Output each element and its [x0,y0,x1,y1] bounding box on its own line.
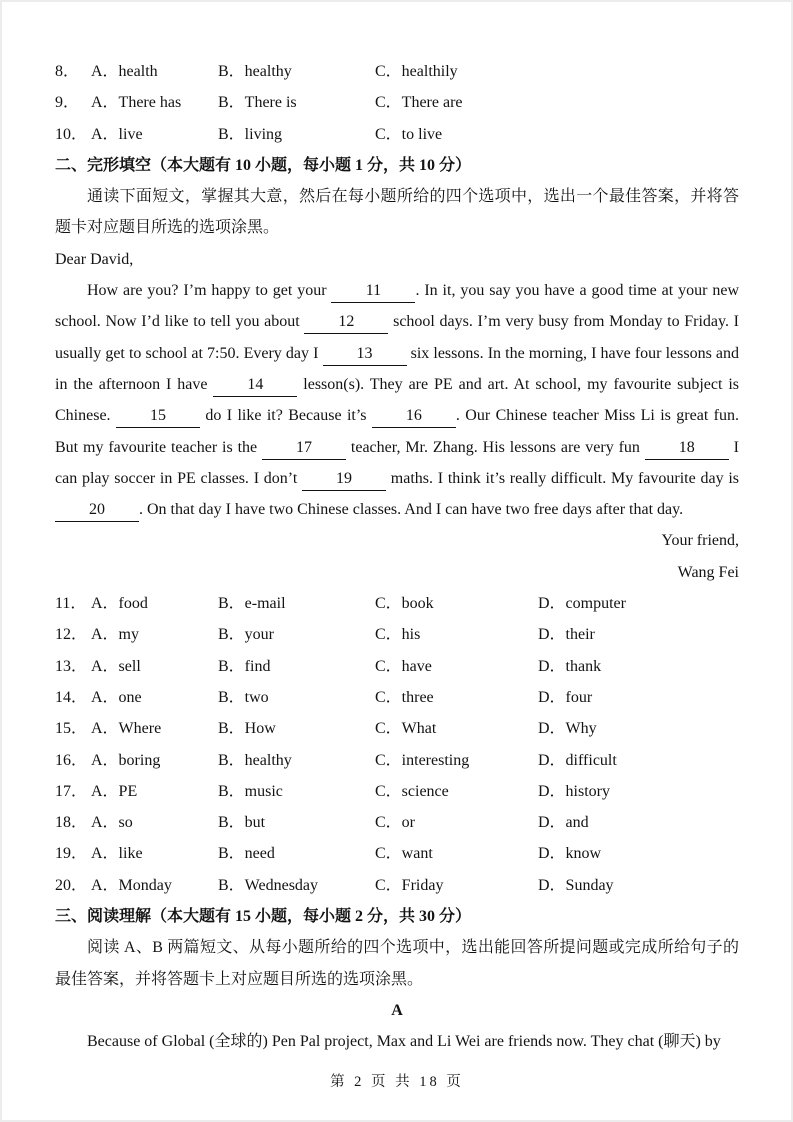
option-a: A．There has [91,94,182,112]
option-c: C．science [375,782,449,800]
option-b: B．How [218,720,276,738]
passage-text: . In it, you say you have a good time at your new school. Now I’d like to tell you about [55,282,740,331]
option-c: C．have [375,657,432,675]
option-b: B．healthy [218,63,292,80]
cloze-blank-13: 13 [323,343,407,366]
letter-signature: Wang Fei [677,563,739,581]
question-row-20 [55,870,739,901]
option-b: B．e-mail [218,595,286,613]
option-b: B．healthy [218,751,292,769]
question-row-9 [55,87,739,118]
passage-text: maths. I think it’s really difficult. My favourite day is [386,469,740,487]
section3-instructions: 阅读 A、B 两篇短文、从每小题所给的四个选项中，选出能回答所提问题或完成所给句子的最佳答案，并将答题卡上对应题目所选的选项涂黑。 [55,939,739,988]
passage-text: do I like it? Because it’s [199,407,372,425]
question-number: 17． [55,782,88,800]
question-row-13 [55,651,739,682]
option-d: D．difficult [538,751,617,769]
question-number: 11． [55,595,87,613]
cloze-blank-18: 18 [645,437,729,460]
passage-text: six lessons. In the morning, I have four lessons and in the afternoon I have [55,344,739,393]
option-c: C．three [375,688,434,706]
question-row-18 [55,807,739,838]
cloze-blank-19: 19 [302,468,386,491]
option-a: A．health [91,63,158,80]
option-a: A．live [91,125,143,143]
cloze-blank-15: 15 [116,405,200,428]
question-number: 10． [55,125,88,143]
question-row-16 [55,745,739,776]
option-a: A．my [91,626,140,644]
option-a: A．boring [91,751,161,769]
option-c: C．healthily [375,63,458,80]
option-a: A．PE [91,782,138,800]
option-d: D．Why [538,720,597,738]
question-number: 18． [55,814,88,832]
option-c: C．Friday [375,876,444,894]
option-d: D．their [538,626,595,644]
passage-text: . Our Chinese teacher Miss Li is great fun. But my favourite teacher is the [55,407,739,456]
option-b: B．but [218,814,266,832]
question-row-15 [55,713,739,744]
question-row-12 [55,619,739,650]
cloze-blank-14: 14 [213,374,297,397]
page-footer: 第 2 页 共 18 页 [330,1073,464,1090]
option-a: A．one [91,688,142,706]
option-c: C．his [375,626,421,644]
question-row-8 [55,56,739,87]
option-a: A．like [91,845,143,863]
option-b: B．find [218,657,271,675]
section2-instructions: 通读下面短文，掌握其大意，然后在每小题所给的四个选项中，选出一个最佳答案，并将答题卡对应题目所选的选项涂黑。 [55,188,739,237]
passage-text: teacher, Mr. Zhang. His lessons are very fun [346,438,645,456]
question-number: 14． [55,688,88,706]
option-b: B．two [218,688,269,706]
passage-text: . On that day I have two Chinese classes. And I can have two free days after that day. [139,501,684,519]
option-d: D．know [538,845,602,863]
passage-text: I can play soccer in PE classes. I don’t [55,438,740,487]
cloze-passage [55,275,739,525]
question-row-14 [55,682,739,713]
letter-salutation: Dear David, [55,250,134,268]
question-number: 15． [55,720,88,738]
section3-heading: 三、阅读理解（本大题有 15 小题，每小题 2 分，共 30 分） [55,908,472,926]
option-b: B．living [218,125,283,143]
option-d: D．history [538,782,611,800]
cloze-blank-20: 20 [55,499,139,522]
option-a: A．Where [91,720,162,738]
option-d: D．and [538,814,589,832]
option-a: A．food [91,595,148,613]
question-number: 19． [55,845,88,863]
question-number: 20． [55,876,88,894]
question-number: 8． [55,63,80,80]
option-d: D．computer [538,595,626,613]
option-c: C．There are [375,94,463,112]
letter-closing: Your friend, [661,532,739,550]
reading-passage-first-line: Because of Global (全球的) Pen Pal project, Max and Li Wei are friends now. They chat (聊天) by [87,1033,721,1051]
question-number: 12． [55,626,88,644]
option-c: C．book [375,595,434,613]
reading-passage-label: A [391,1001,403,1019]
option-c: C．or [375,814,416,832]
option-d: D．thank [538,657,602,675]
question-number: 9． [55,94,80,112]
cloze-blank-16: 16 [372,405,456,428]
passage-text: lesson(s). They are PE and art. At school, my favourite subject is Chinese. [55,375,739,425]
question-row-10 [55,119,739,150]
option-a: A．Monday [91,876,172,894]
option-b: B．your [218,626,275,644]
cloze-blank-12: 12 [304,311,388,334]
option-a: A．sell [91,657,141,675]
option-b: B．music [218,782,283,800]
option-c: C．want [375,845,433,863]
question-row-19 [55,838,739,869]
option-b: B．Wednesday [218,876,319,894]
cloze-blank-17: 17 [262,437,346,460]
passage-text: How are you? I’m happy to get your [87,282,332,300]
option-b: B．need [218,845,275,863]
option-b: B．There is [218,94,297,112]
option-c: C．to live [375,125,443,143]
passage-text: school days. I’m very busy from Monday to Friday. I usually get to school at 7:50. Every day I [55,313,739,362]
option-d: D．four [538,688,593,706]
option-d: D．Sunday [538,876,614,894]
option-c: C．interesting [375,751,470,769]
cloze-blank-11: 11 [331,280,415,303]
option-c: C．What [375,720,437,738]
question-number: 13． [55,657,88,675]
section2-heading: 二、完形填空（本大题有 10 小题，每小题 1 分，共 10 分） [55,156,472,174]
question-number: 16． [55,751,88,769]
question-row-17 [55,776,739,807]
question-row-11 [55,588,739,619]
option-a: A．so [91,814,133,832]
